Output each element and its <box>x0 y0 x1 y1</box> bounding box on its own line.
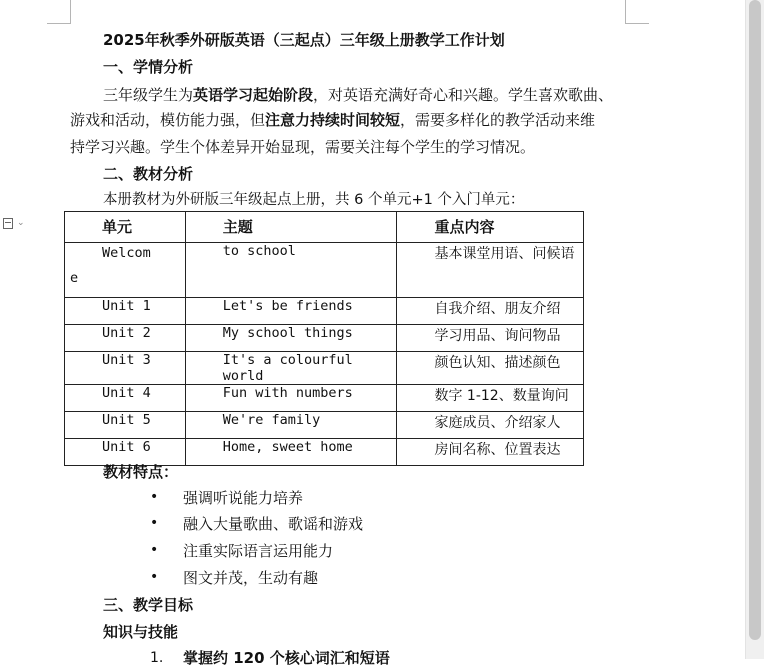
table-cell-focus: 自我介绍、朋友介绍 <box>397 298 584 325</box>
table-handle-icon[interactable] <box>3 214 37 232</box>
units-table <box>64 211 584 466</box>
table-cell-focus: 基本课堂用语、问候语 <box>397 243 584 298</box>
subheading: 知识与技能 <box>103 623 179 641</box>
table-cell-topic: We're family <box>185 412 397 439</box>
table-cell-unit: Unit 3 <box>65 352 186 385</box>
table-cell-topic: Home, sweet home <box>185 439 397 466</box>
bullet-icon: • <box>150 569 159 585</box>
text-run: ，对英语充满好奇心和兴趣。学生喜欢歌曲、 <box>313 86 614 104</box>
table-cell-topic: to school <box>185 243 397 298</box>
bold-text-run: 英语学习起始阶段 <box>193 86 314 104</box>
features-heading: 教材特点： <box>103 463 179 481</box>
table-row <box>65 385 584 412</box>
table-header-cell: 重点内容 <box>397 212 584 243</box>
table-header-cell: 单元 <box>65 212 186 243</box>
section-heading-1: 一、学情分析 <box>103 58 194 76</box>
cell-text: Welcom <box>102 245 151 261</box>
numbered-item-number: 1. <box>150 650 164 666</box>
bullet-icon: • <box>150 489 159 505</box>
list-item: 图文并茂，生动有趣 <box>183 569 319 587</box>
table-cell-topic: Fun with numbers <box>185 385 397 412</box>
document-title: 2025年秋季外研版英语（三起点）三年级上册教学工作计划 <box>103 31 505 49</box>
table-cell-focus: 颜色认知、描述颜色 <box>397 352 584 385</box>
text-run: 三年级学生为 <box>103 86 194 104</box>
paragraph-line <box>103 85 613 105</box>
table-cell-unit: Unit 4 <box>65 385 186 412</box>
table-row <box>65 298 584 325</box>
paragraph-line <box>70 110 595 130</box>
table-row <box>65 243 584 298</box>
scrollbar-thumb[interactable] <box>749 0 761 640</box>
table-row <box>65 325 584 352</box>
table-cell-unit <box>65 243 186 298</box>
table-cell-unit: Unit 2 <box>65 325 186 352</box>
numbered-item: 掌握约 120 个核心词汇和短语 <box>183 649 390 667</box>
table-cell-focus: 家庭成员、介绍家人 <box>397 412 584 439</box>
text-run: ，需要多样化的教学活动来维 <box>400 111 596 129</box>
table-header-row <box>65 212 584 243</box>
text-run: 游戏和活动，模仿能力强，但 <box>70 111 266 129</box>
table-row <box>65 352 584 385</box>
table-cell-unit: Unit 5 <box>65 412 186 439</box>
table-cell-topic: Let's be friends <box>185 298 397 325</box>
table-cell-topic: It's a colourful world <box>185 352 397 385</box>
bullet-icon: • <box>150 515 159 531</box>
table-header-cell: 主题 <box>185 212 397 243</box>
table-cell-unit: Unit 6 <box>65 439 186 466</box>
list-item: 强调听说能力培养 <box>183 489 304 507</box>
table-cell-unit: Unit 1 <box>65 298 186 325</box>
table-cell-topic: My school things <box>185 325 397 352</box>
list-item: 融入大量歌曲、歌谣和游戏 <box>183 515 364 533</box>
section-heading-3: 三、教学目标 <box>103 596 194 614</box>
table-cell-focus: 学习用品、询问物品 <box>397 325 584 352</box>
paragraph-line: 持学习兴趣。学生个体差异开始显现，需要关注每个学生的学习情况。 <box>70 138 536 156</box>
list-item: 注重实际语言运用能力 <box>183 542 334 560</box>
bullet-icon: • <box>150 542 159 558</box>
table-cell-focus: 数字 1-12、数量询问 <box>397 385 584 412</box>
chevron-down-icon: ⌄ <box>17 218 25 228</box>
crop-mark-top-left-h <box>47 23 71 24</box>
crop-mark-top-left-v <box>70 0 71 24</box>
cell-text: e <box>70 270 79 286</box>
vertical-scrollbar[interactable] <box>745 0 764 659</box>
crop-mark-top-right-h <box>625 23 649 24</box>
table-intro: 本册教材为外研版三年级起点上册，共 6 个单元+1 个入门单元： <box>103 192 525 208</box>
section-heading-2: 二、教材分析 <box>103 165 194 183</box>
table-row <box>65 412 584 439</box>
bold-text-run: 注意力持续时间较短 <box>265 111 401 129</box>
table-cell-focus: 房间名称、位置表达 <box>397 439 584 466</box>
table-box-icon <box>3 218 13 229</box>
crop-mark-top-right-v <box>625 0 626 24</box>
